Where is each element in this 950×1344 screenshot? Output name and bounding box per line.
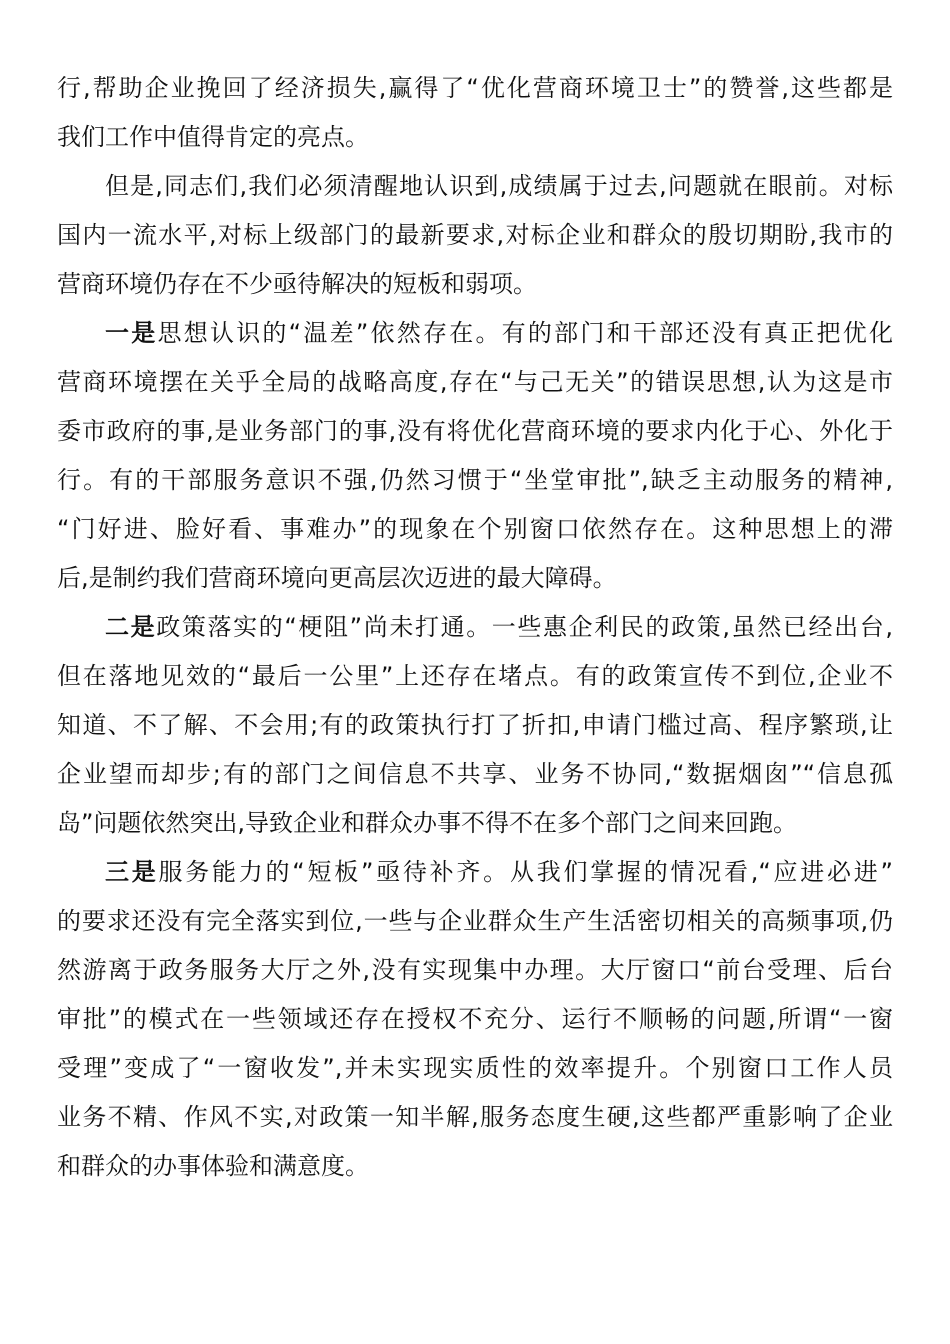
- text-line: “门好进、脸好看、事难办”的现象在个别窗口依然存在。这种思想上的滞: [57, 515, 893, 543]
- text-line: [57, 848, 893, 897]
- text-segment: 思想认识的“温差”依然存在。有的部门和干部还没有真正把优化: [157, 319, 893, 347]
- text-line: 但是,同志们,我们必须清醒地认识到,成绩属于过去,问题就在眼前。对标: [105, 172, 893, 200]
- paragraph-5: [57, 848, 893, 1191]
- text-line: 然游离于政务服务大厅之外,没有实现集中办理。大厅窗口“前台受理、后台: [57, 956, 893, 984]
- text-line: 和群众的办事体验和满意度。: [57, 1152, 369, 1180]
- text-line: 国内一流水平,对标上级部门的最新要求,对标企业和群众的殷切期盼,我市的: [57, 221, 893, 249]
- paragraph-3: [57, 309, 893, 603]
- text-line: 审批”的模式在一些领域还存在授权不充分、运行不顺畅的问题,所谓“一窗: [57, 1005, 893, 1033]
- text-line: 营商环境仍存在不少亟待解决的短板和弱项。: [57, 270, 537, 298]
- text-line: 知道、不了解、不会用;有的政策执行打了折扣,申请门槛过高、程序繁琐,让: [57, 711, 893, 739]
- text-segment: 服务能力的“短板”亟待补齐。从我们掌握的情况看,“应进必进”: [158, 858, 893, 886]
- text-line: 业务不精、作风不实,对政策一知半解,服务态度生硬,这些都严重影响了企业: [57, 1103, 893, 1131]
- paragraph-4: [57, 603, 893, 848]
- text-line: 行。有的干部服务意识不强,仍然习惯于“坐堂审批”,缺乏主动服务的精神,: [57, 466, 893, 494]
- text-line: 营商环境摆在关乎全局的战略高度,存在“与己无关”的错误思想,认为这是市: [57, 368, 893, 396]
- paragraph-1: [57, 64, 893, 162]
- document-page: [57, 64, 893, 1191]
- text-line: 企业望而却步;有的部门之间信息不共享、业务不协同,“数据烟囱”“信息孤: [57, 760, 893, 788]
- paragraph-lead: 一是: [105, 319, 158, 347]
- paragraph-lead: 三是: [105, 858, 159, 886]
- paragraph-lead: 二是: [105, 613, 157, 641]
- text-line: 但在落地见效的“最后一公里”上还存在堵点。有的政策宣传不到位,企业不: [57, 662, 893, 690]
- text-line: 受理”变成了“一窗收发”,并未实现实质性的效率提升。个别窗口工作人员: [57, 1054, 893, 1082]
- text-segment: 政策落实的“梗阻”尚未打通。一些惠企利民的政策,虽然已经出台,: [156, 613, 893, 641]
- text-line: 委市政府的事,是业务部门的事,没有将优化营商环境的要求内化于心、外化于: [57, 417, 893, 445]
- text-line: 我们工作中值得肯定的亮点。: [57, 123, 369, 151]
- paragraph-2: [57, 162, 893, 309]
- text-line: 的要求还没有完全落实到位,一些与企业群众生产生活密切相关的高频事项,仍: [57, 907, 893, 935]
- text-line: [57, 309, 893, 358]
- text-line: 行,帮助企业挽回了经济损失,赢得了“优化营商环境卫士”的赞誉,这些都是: [57, 74, 893, 102]
- text-line: 后,是制约我们营商环境向更高层次迈进的最大障碍。: [57, 564, 617, 592]
- text-line: [57, 603, 893, 652]
- text-line: 岛”问题依然突出,导致企业和群众办事不得不在多个部门之间来回跑。: [57, 809, 798, 837]
